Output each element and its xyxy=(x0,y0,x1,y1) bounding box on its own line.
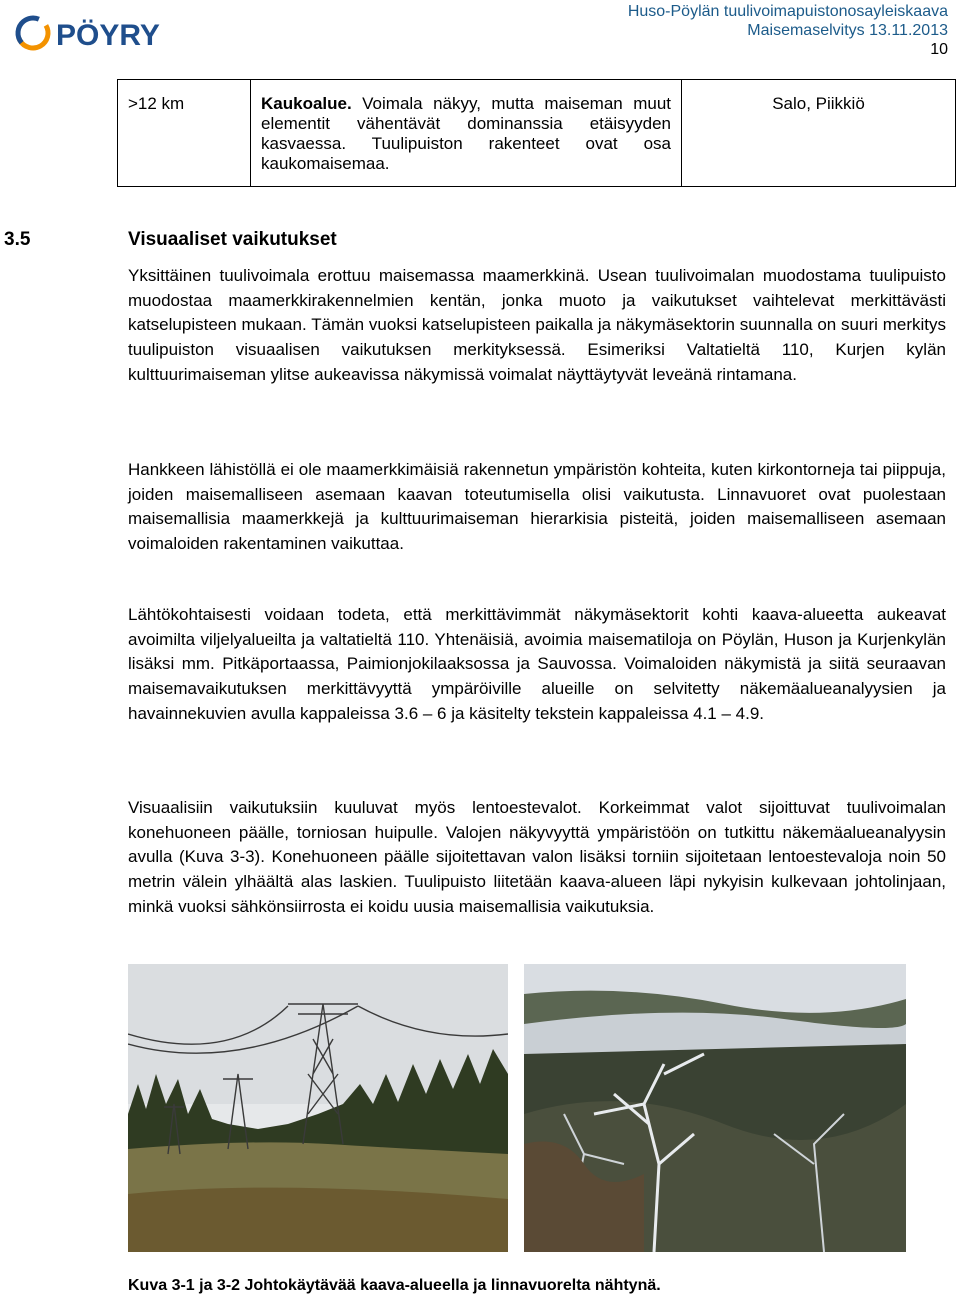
logo-wordmark: PÖYRY xyxy=(56,19,160,52)
poyry-logo-image xyxy=(14,12,204,54)
paragraph: Yksittäinen tuulivoimala erottuu maisemassa maamerkkinä. Usean tuulivoimalan muodostama tuulipuisto muodostaa maamerkkirakennelmien kentän, jonka muoto ja vaikutukset vaihtelevat merkittävästi katselupisteen mukaan. Tämän vuoksi katselupisteen paikalla ja näkymäsektorin suunnalla on suuri merkitys tuulipuiston visuaalisen vaikutuksen merkityksessä. Esimeriksi Valtatieltä 110, Kurjen kylän kulttuurimaiseman ylitse aukeavissa näkymissä voimalat näyttäytyvät leveänä rintamana. xyxy=(128,266,946,384)
locations-cell: Salo, Piikkiö xyxy=(682,80,956,187)
description-cell xyxy=(251,80,682,187)
table-row xyxy=(118,80,956,187)
zone-table xyxy=(117,79,956,187)
distance-cell: >12 km xyxy=(118,80,251,187)
hillfort-view-photo xyxy=(524,964,906,1252)
figure-caption: Kuva 3-1 ja 3-2 Johtokäytävää kaava-alueella ja linnavuorelta nähtynä. xyxy=(128,1277,661,1294)
paragraph: Lähtökohtaisesti voidaan todeta, että merkittävimmät näkymäsektorit kohti kaava-alueetta aukeavat avoimilta viljelyalueilta ja valtatieltä 110. Yhtenäisiä, avoimia maisematiloja on Pöylän, Huson ja Kurjenkylän lisäksi mm. Pitkäportaassa, Paimionjokilaaksossa ja Sauvossa. Voimaloiden näkymistä ja siitä seuraavan maisemavaikutuksen merkittävyyttä ympäröiville alueille on selvitetty näkemäalueanalyysien ja havainnekuvien avulla kappaleissa 3.6 – 6 ja käsitelty tekstein kappaleissa 4.1 – 4.9. xyxy=(128,605,946,723)
paragraph: Hankkeen lähistöllä ei ole maamerkkimäisiä rakennetun ympäristön kohteita, kuten kirkontorneja tai piippuja, joiden maisemalliseen asemaan kaavan toteutumisella olisi vaikutusta. Linnavuoret ovat puolestaan maisemallisia maamerkkejä ja kulttuurimaiseman hierarkisia pisteitä, joiden maisemalliseen asemaan voimaloiden rakentaminen vaikuttaa. xyxy=(128,460,946,554)
document-subtitle: Maisemaselvitys 13.11.2013 xyxy=(747,22,948,39)
paragraph: Visuaalisiin vaikutuksiin kuuluvat myös lentoestevalot. Korkeimmat valot sijoittuvat tuulivoimalan konehuoneen päälle, torniosan huipulle. Valojen näkyvyyttä ympäristöön on tutkittu näkemäalueanalyysin avulla (Kuva 3-3). Konehuoneen päälle sijoitettavan valon lisäksi torniin sijoitetaan lentoestevaloja noin 50 metrin välein ylhäältä alas laskien. Tuulipuisto liitetään kaava-alueen läpi nykyisin kulkevaan johtolinjaan, minkä vuoksi sähkönsiirrosta ei koidu uusia maisemallisia vaikutuksia. xyxy=(128,798,946,916)
zone-description: Voimala näkyy, mutta maiseman muut elementit vähentävät dominanssia etäisyyden kasvaessa. Tuulipuiston rakenteet ovat osa kaukomaisemaa. xyxy=(261,94,671,173)
page-number: 10 xyxy=(930,41,948,58)
running-header xyxy=(628,2,948,59)
zone-name: Kaukoalue. xyxy=(261,94,352,113)
document-title: Huso-Pöylän tuulivoimapuistonosayleiskaava xyxy=(627,3,948,20)
section-heading xyxy=(4,229,337,251)
poyry-logo xyxy=(14,12,204,54)
section-title: Visuaaliset vaikutukset xyxy=(128,229,337,250)
section-number: 3.5 xyxy=(4,229,31,250)
powerline-corridor-photo xyxy=(128,964,508,1252)
